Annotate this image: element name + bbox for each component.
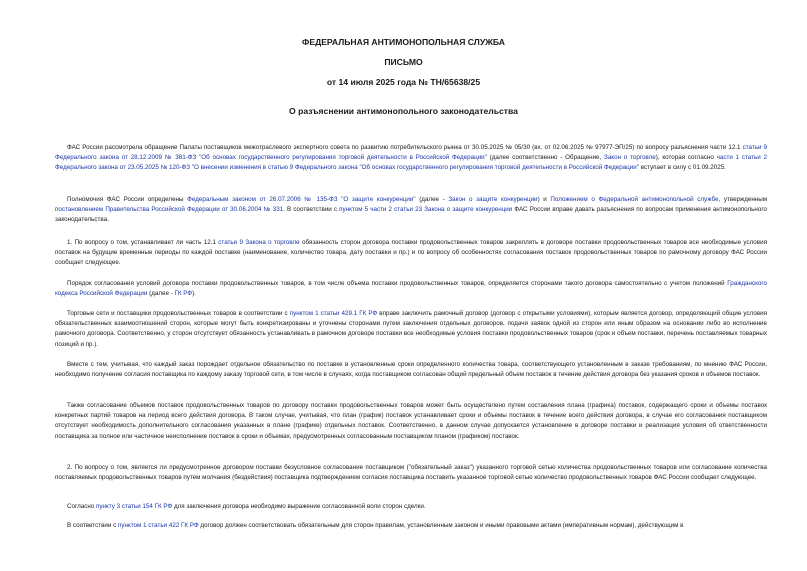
paragraph-text: . В соответствии с xyxy=(283,206,340,214)
paragraph xyxy=(55,309,767,350)
paragraph xyxy=(55,238,767,269)
document-org-title: ФЕДЕРАЛЬНАЯ АНТИМОНОПОЛЬНАЯ СЛУЖБА xyxy=(302,37,505,47)
legal-reference-link[interactable]: статьи 9 Федерального закона от 28.12.2009 № 381-ФЗ "Об основах государственного регулирования торговой деятельности в Российской Федерации" xyxy=(55,144,767,162)
paragraph-text: ФАС России вправе давать разъяснения по вопросам применения антимонопольного законодательства. xyxy=(55,206,767,224)
paragraph-text: (далее соответственно - Обращение, xyxy=(486,154,605,162)
legal-reference-link[interactable]: части 1 статьи 2 Федерального закона от 23.05.2025 № 120-ФЗ "О внесении изменения в статью 9 Федерального закона "Об основах государственного регулирования торговой деятельности в Российской Федерации" xyxy=(55,154,767,172)
paragraph-text: Порядок согласования условий договора поставки продовольственных товаров, в том числе объема поставки продовольственных товаров, определяется сторонами такого договора самостоятельно с учетом положений xyxy=(67,280,728,287)
legal-reference-link[interactable]: пункту 3 статьи 154 ГК РФ xyxy=(96,503,173,510)
paragraph-text: ), которая согласно xyxy=(655,154,717,162)
paragraph-text: ФАС России рассмотрела обращение Палаты поставщиков межотраслевого экспертного совета по развитию потребительского рынка от 30.05.2025 № 05/30 (вх. от 02.06.2025 № 97977-ЭП/25) по вопросу разъяснения части 12.1 xyxy=(67,144,743,151)
paragraph xyxy=(55,279,767,299)
legal-reference-link[interactable]: постановлением Правительства Российской Федерации от 30.06.2004 № 331 xyxy=(55,206,284,214)
paragraph-text: Полномочия ФАС России определены xyxy=(67,196,188,203)
document-date-number: от 14 июля 2025 года № ТН/65638/25 xyxy=(326,77,481,87)
paragraph xyxy=(55,195,767,226)
paragraph-text: ) и xyxy=(537,196,551,203)
document-type: ПИСЬМО xyxy=(384,57,423,67)
paragraph-text: Согласно xyxy=(67,503,97,510)
paragraph-text: 1. По вопросу о том, устанавливает ли часть 12.1 xyxy=(67,239,219,246)
legal-reference-link[interactable]: пунктом 1 статьи 429.1 ГК РФ xyxy=(289,310,378,317)
paragraph-text: Вместе с тем, учитывая, что каждый заказ порождает отдельное обязательство по поставке в установленные сроки определенного количества товара, соответствующего установленным в заказе требованиям, по мнению ФАС России, необходимо получение согласия поставщика по каждому заказу торговой сети, в том числе в случаях, когда поставщиком согласован общий предельный объем поставок в течение действия договора без указания сроков и объемов поставок. xyxy=(55,361,767,379)
legal-reference-link[interactable]: пунктом 1 статьи 422 ГК РФ xyxy=(117,522,199,529)
paragraph-text: для заключения договора необходимо выражение согласованной воли сторон сделки. xyxy=(172,503,426,510)
legal-reference-link[interactable]: Закон о защите конкуренции xyxy=(448,196,538,203)
paragraph xyxy=(55,143,767,174)
paragraph xyxy=(55,360,767,380)
paragraph-text: В соответствии с xyxy=(67,522,118,529)
paragraph-text: вправе заключить рамочный договор (договор с открытыми условиями), которым является договор, определяющий общие условия обязательственных взаимоотношений сторон, которые могут быть конкретизированы и уточнены сторонами путем заключения отдельных договоров, подачи заявок одной из сторон или иным образом на основании либо во исполнение рамочного договора. Соответственно, у сторон отсутствует обязанность устанавливать в рамочном договоре поставки все необходимые условия поставки продовольственных товаров (срок и объем поставки, перечень поставляемых товарных позиций и пр.). xyxy=(55,310,767,348)
legal-reference-link[interactable]: Закон о торговле xyxy=(604,154,656,162)
legal-reference-link[interactable]: ГК РФ xyxy=(174,290,193,298)
legal-reference-link[interactable]: статьи 9 Закона о торговле xyxy=(218,239,300,246)
paragraph xyxy=(55,401,767,442)
paragraph-text: ). xyxy=(192,290,196,298)
legal-reference-link[interactable]: Положением о Федеральной антимонопольной службе xyxy=(550,196,719,203)
paragraph-text: обязанность сторон договора поставки продовольственных товаров закреплять в договоре поставки продовольственных товаров все необходимые условия поставок на будущие временные периоды по каждой поставке (наименование, количество товара, дату поставки и пр.) и по вопросу об особенностях согласования поставок продовольственных товаров по рамочному договору ФАС России сообщает следующее. xyxy=(55,239,767,267)
paragraph-text: 2. По вопросу о том, является ли предусмотренное договором поставки безусловное согласование поставщиком ("обязательный заказ") указанного торговой сетью количества продовольственных товаров или согласование количества поставляемых продовольственных товаров путем молчания (бездействия) поставщика подтверждением согласия поставщика поставить указанное торговой сетью количество продовольственных товаров ФАС России сообщает следующее. xyxy=(55,464,767,482)
paragraph xyxy=(55,463,767,483)
paragraph-text: Также согласование объемов поставок продовольственных товаров по договору поставки продовольственных товаров может быть осуществлено путем составления плана (графика) поставок, содержащего сроки и объемы поставок конкретных партий товаров на период всего действия договора. В таком случае, учитывая, что план (график) поставок устанавливает сроки и объемы поставок в течение всего действия договора, в случае его согласования поставщиком отсутствует необходимость дополнительного согласования указанных в плане (графике) отдельных поставок. Соответственно, в данном случае допускается установление в договоре поставки и реализация условия об ответственности поставщика за полное или частичное неисполнение поставок в сроки и объемах, предусмотренных согласованным поставщиком планом (графиком) поставок. xyxy=(55,402,767,440)
paragraph-text: (далее - xyxy=(415,196,449,203)
legal-reference-link[interactable]: Гражданского кодекса Российской Федерации xyxy=(55,280,767,298)
document-subject: О разъяснении антимонопольного законодательства xyxy=(289,106,518,116)
paragraph-text: договор должен соответствовать обязательным для сторон правилам, установленным законом и иными правовыми актами (императивным нормам), действующим в xyxy=(198,522,684,529)
paragraph-text: (далее - xyxy=(147,290,175,298)
paragraph-text: , утвержденным xyxy=(718,196,768,203)
legal-reference-link[interactable]: пунктом 5 части 2 статьи 23 Закона о защите конкуренции xyxy=(339,206,513,214)
paragraph-text: Торговые сети и поставщики продовольственных товаров в соответствии с xyxy=(67,310,290,317)
legal-reference-link[interactable]: Федеральным законом от 26.07.2006 № 135-ФЗ "О защите конкуренции" xyxy=(187,196,416,203)
paragraph xyxy=(55,521,767,531)
paragraph-text: вступает в силу с 01.09.2025. xyxy=(638,164,726,172)
paragraph xyxy=(55,502,767,512)
